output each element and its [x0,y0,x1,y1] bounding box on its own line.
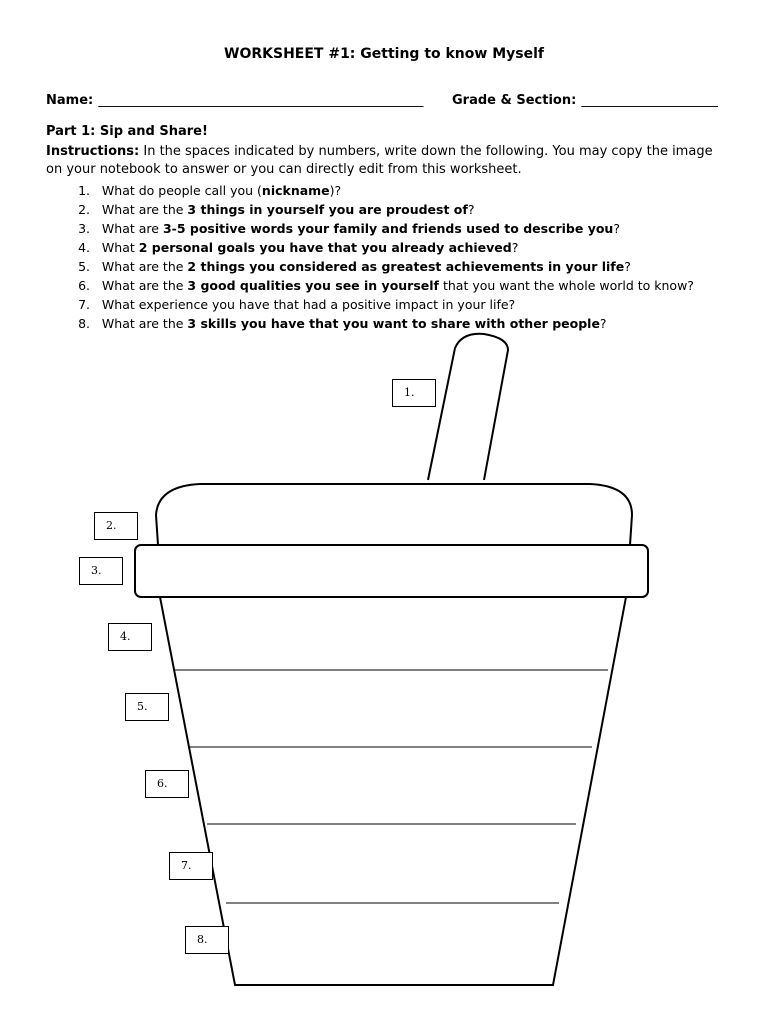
answer-box-6[interactable] [145,770,189,798]
answer-box-label: 5. [137,700,148,713]
question-bold-text: nickname [261,183,330,198]
answer-box-label: 6. [157,777,168,790]
answer-box-label: 4. [120,630,131,643]
question-bold-text: 2 personal goals you have that you already achieved [138,240,512,255]
answer-box-5[interactable] [125,693,169,721]
question-number: 5. [78,259,90,274]
question-number: 3. [78,221,90,236]
straw-icon [428,334,508,480]
answer-box-label: 2. [106,519,117,532]
question-number: 1. [78,183,90,198]
answer-box-label: 1. [404,386,415,399]
question-text: What [101,240,139,255]
cup-lid-dome [156,484,632,545]
question-bold-text: 3 things in yourself you are proudest of [187,202,468,217]
question-text-end: ? [599,316,607,331]
question-text-end: ? [613,221,620,236]
instructions-label: Instructions: [46,144,140,159]
grade-section-label: Grade & Section: [452,93,577,108]
question-bold-text: 2 things you considered as greatest achievements in your life [187,259,625,274]
question-text-end: that you want the whole world to know? [438,278,694,293]
question-text-end: ? [624,259,631,274]
answer-box-8[interactable] [185,926,229,954]
grade-section-blank[interactable]: _____________________ [581,93,718,108]
question-text: What experience you have that had a positive impact in your life? [101,297,516,312]
answer-box-1[interactable] [392,379,436,407]
question-text: What do people call you ( [101,183,262,198]
question-bold-text: 3-5 positive words your family and friends used to describe you [162,221,614,236]
question-text-end: )? [329,183,342,198]
question-text-end: ? [511,240,519,255]
answer-box-label: 7. [181,859,192,872]
part1-heading: Part 1: Sip and Share! [46,124,208,139]
question-bold-text: 3 good qualities you see in yourself [187,278,439,293]
question-number: 7. [78,297,90,312]
question-number: 8. [78,316,90,331]
name-blank[interactable]: __________________________________________________ [98,93,424,108]
question-text-end: ? [467,202,475,217]
question-number: 2. [78,202,90,217]
question-text: What are the [101,316,188,331]
question-number: 4. [78,240,90,255]
instructions-text: In the spaces indicated by numbers, write down the following. You may copy the image on your notebook to answer or you can directly edit from this worksheet. [46,144,713,177]
worksheet-title: WORKSHEET #1: Getting to know Myself [224,46,544,62]
cup-lid-rim [135,545,648,597]
answer-box-3[interactable] [79,557,123,585]
name-label: Name: [46,93,94,108]
question-text: What are the [101,259,188,274]
answer-box-label: 8. [197,933,208,946]
answer-box-4[interactable] [108,623,152,651]
question-text: What are the [101,278,188,293]
cup-body [160,597,626,985]
answer-box-7[interactable] [169,852,213,880]
answer-box-2[interactable] [94,512,138,540]
question-bold-text: 3 skills you have that you want to share with other people [187,316,600,331]
answer-box-label: 3. [91,564,102,577]
question-number: 6. [78,278,90,293]
question-text: What are the [101,202,188,217]
question-text: What are [101,221,163,236]
